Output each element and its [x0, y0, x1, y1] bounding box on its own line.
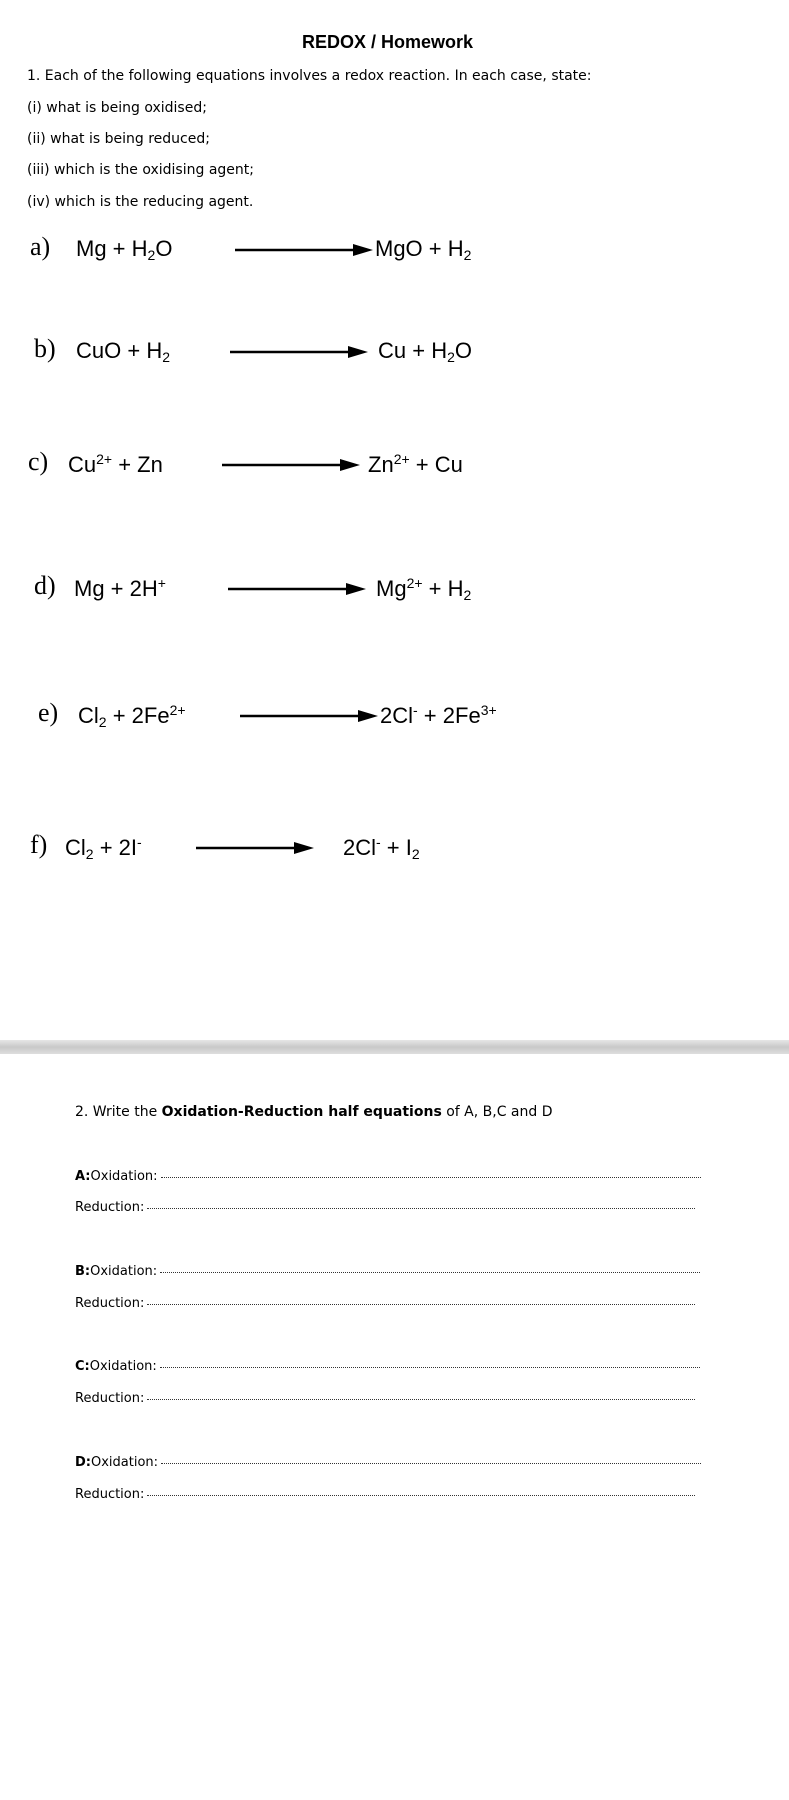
formula-text: H: [447, 576, 464, 601]
superscript: 2+: [96, 451, 113, 467]
formula-text: Cl: [78, 703, 99, 728]
answer-line[interactable]: [147, 1303, 695, 1305]
page-divider: [0, 1040, 789, 1054]
formula-text: 2Cl: [343, 835, 377, 860]
formula-text: +: [106, 703, 132, 728]
subscript: 2: [463, 247, 472, 263]
equation-letter: f): [30, 830, 48, 859]
half-equation-d-oxidation: [75, 1455, 701, 1470]
superscript: 3+: [480, 702, 497, 718]
answer-line[interactable]: [147, 1398, 695, 1400]
answer-line[interactable]: [160, 1271, 700, 1273]
reaction-arrow-icon: [222, 451, 362, 481]
superscript: -: [137, 834, 142, 850]
question-1-part-iii: (iii) which is the oxidising agent;: [27, 162, 254, 178]
oxidation-label: Oxidation:: [90, 1169, 158, 1184]
formula-text: +: [422, 576, 448, 601]
half-equation-b-reduction: [75, 1296, 695, 1311]
reduction-label: Reduction:: [75, 1487, 145, 1502]
reduction-label: Reduction:: [75, 1296, 145, 1311]
subscript: 2: [411, 846, 420, 862]
answer-line[interactable]: [161, 1176, 701, 1178]
equation-reactants: [74, 575, 166, 602]
reduction-label: Reduction:: [75, 1391, 145, 1406]
question-2-prefix: 2. Write the: [75, 1104, 162, 1120]
equation-letter: d): [34, 571, 56, 600]
oxidation-label: Oxidation:: [91, 1455, 159, 1470]
formula-text: Mg: [74, 576, 105, 601]
half-equation-key: C:: [75, 1359, 90, 1374]
subscript: 2: [85, 846, 94, 862]
formula-text: O: [155, 236, 173, 261]
formula-text: +: [422, 236, 448, 261]
formula-text: +: [406, 338, 432, 363]
equation-reactants: [76, 338, 170, 365]
oxidation-label: Oxidation:: [90, 1264, 158, 1279]
question-1-part-iv: (iv) which is the reducing agent.: [27, 194, 254, 210]
answer-line[interactable]: [147, 1494, 695, 1496]
formula-text: Cu: [68, 452, 97, 477]
equation-reactants: [78, 702, 186, 730]
oxidation-label: Oxidation:: [89, 1359, 157, 1374]
question-2-prompt: [75, 1104, 553, 1120]
half-equation-d-reduction: [75, 1487, 695, 1502]
equation-letter: a): [30, 232, 51, 261]
formula-text: MgO: [375, 236, 423, 261]
answer-line[interactable]: [160, 1366, 700, 1368]
reaction-arrow-icon: [196, 834, 336, 864]
equation-products: [380, 702, 497, 729]
equation-products: [375, 236, 471, 263]
formula-text: CuO: [76, 338, 122, 363]
reaction-arrow-icon: [228, 575, 368, 605]
answer-line[interactable]: [161, 1462, 701, 1464]
formula-text: 2I: [118, 835, 138, 860]
superscript: 2+: [169, 702, 186, 718]
superscript: 2+: [406, 575, 423, 591]
formula-text: 2Cl: [380, 703, 414, 728]
superscript: 2+: [393, 451, 410, 467]
question-2-suffix: of A, B,C and D: [441, 1104, 553, 1120]
equation-products: [343, 834, 420, 862]
formula-text: +: [409, 452, 435, 477]
equation-products: [378, 338, 472, 365]
formula-text: +: [93, 835, 119, 860]
formula-text: +: [104, 576, 130, 601]
equation-letter: e): [38, 698, 59, 727]
half-equation-key: B:: [75, 1264, 91, 1279]
equation-reactants: [68, 451, 163, 478]
equation-products: [368, 451, 463, 478]
half-equation-b-oxidation: [75, 1264, 700, 1279]
formula-text: +: [112, 452, 138, 477]
formula-text: 2Fe: [442, 703, 481, 728]
equation-letter: c): [28, 447, 49, 476]
formula-text: Zn: [137, 452, 163, 477]
formula-text: Mg: [376, 576, 407, 601]
half-equation-c-oxidation: [75, 1359, 700, 1374]
answer-line[interactable]: [147, 1207, 695, 1209]
formula-text: 2H: [129, 576, 158, 601]
superscript: -: [376, 834, 381, 850]
equation-reactants: [76, 236, 172, 263]
subscript: 2: [98, 714, 107, 730]
formula-text: +: [121, 338, 147, 363]
question-2-bold: Oxidation-Reduction half equations: [161, 1104, 442, 1120]
subscript: 2: [147, 247, 156, 263]
reaction-arrow-icon: [235, 236, 375, 266]
formula-text: H: [447, 236, 464, 261]
half-equation-c-reduction: [75, 1391, 695, 1406]
subscript: 2: [463, 587, 472, 603]
equation-letter: b): [34, 334, 56, 363]
formula-text: +: [417, 703, 443, 728]
page-title: REDOX / Homework: [301, 32, 474, 52]
reaction-arrow-icon: [230, 338, 370, 368]
reaction-arrow-icon: [240, 702, 380, 732]
question-1-part-i: (i) what is being oxidised;: [27, 100, 207, 116]
formula-text: Cu: [434, 452, 463, 477]
half-equation-a-reduction: [75, 1200, 695, 1215]
formula-text: H: [431, 338, 448, 363]
subscript: 2: [447, 349, 455, 365]
formula-text: Cu: [378, 338, 407, 363]
question-1-prompt: 1. Each of the following equations involves a redox reaction. In each case, state:: [27, 68, 592, 84]
superscript: -: [413, 702, 418, 718]
formula-text: +: [380, 835, 406, 860]
formula-text: Mg: [76, 236, 107, 261]
subscript: 2: [162, 349, 171, 365]
equation-products: [376, 575, 471, 603]
formula-text: 2Fe: [131, 703, 170, 728]
formula-text: +: [106, 236, 132, 261]
equation-reactants: [65, 834, 142, 862]
reduction-label: Reduction:: [75, 1200, 145, 1215]
formula-text: H: [131, 236, 148, 261]
formula-text: Cl: [65, 835, 86, 860]
formula-text: O: [454, 338, 473, 363]
half-equation-key: A:: [75, 1169, 91, 1184]
half-equation-a-oxidation: [75, 1169, 701, 1184]
formula-text: Zn: [368, 452, 394, 477]
superscript: +: [157, 575, 166, 591]
half-equation-key: D:: [75, 1455, 91, 1470]
formula-text: I: [405, 835, 412, 860]
formula-text: H: [146, 338, 163, 363]
question-1-part-ii: (ii) what is being reduced;: [27, 131, 210, 147]
